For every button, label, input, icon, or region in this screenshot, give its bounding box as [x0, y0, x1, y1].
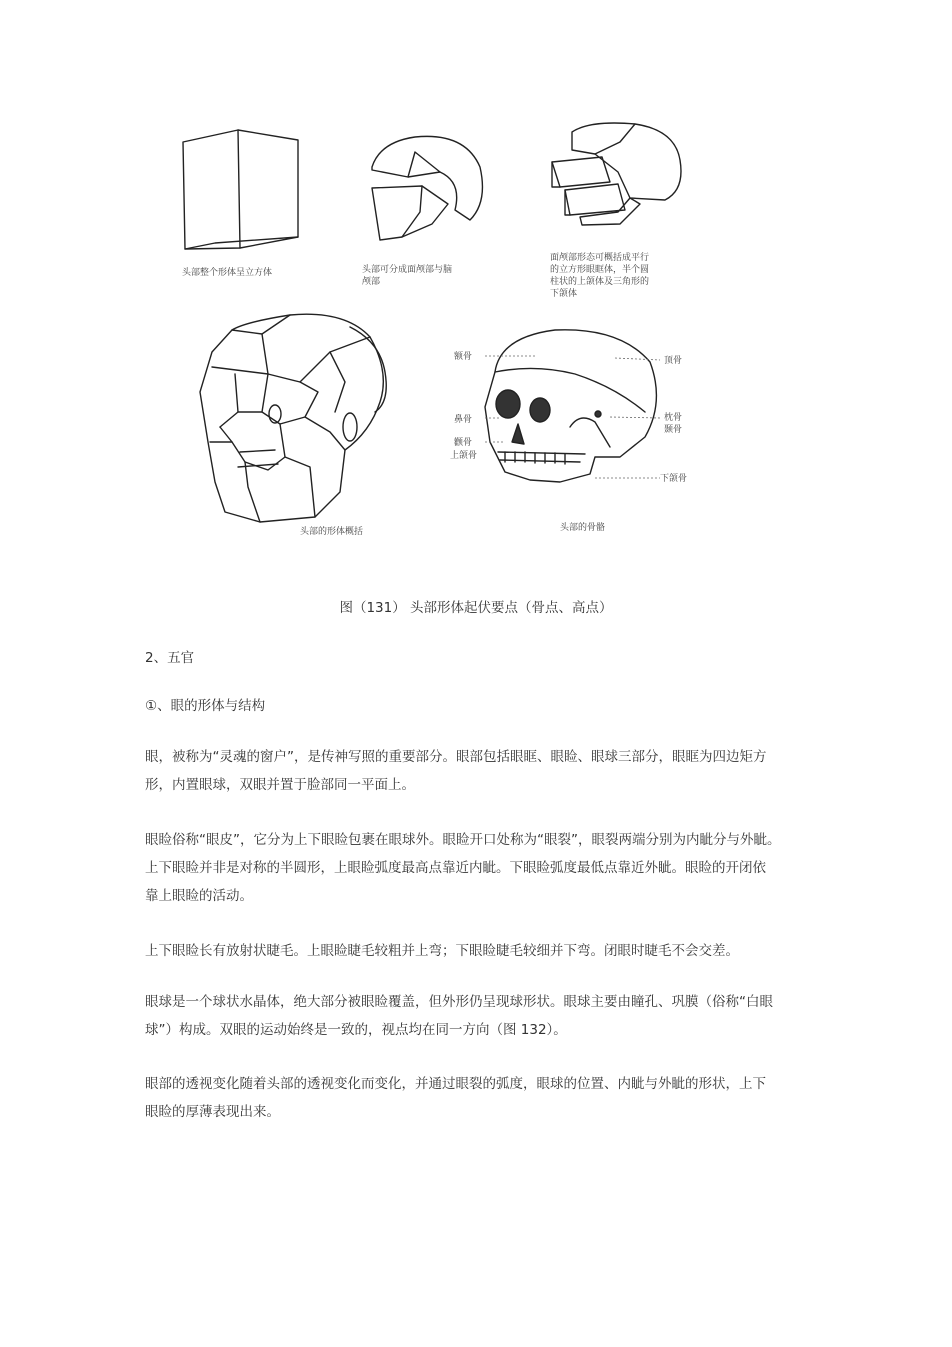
paragraph-perspective [145, 1070, 815, 1126]
section-title [145, 644, 815, 672]
paragraph-line: 球”）构成。双眼的运动始终是一致的，视点均在同一方向（图 132）。 [145, 1022, 567, 1038]
head-structure-illustration [140, 112, 720, 552]
fig-label-face-2: 的立方形眼眶体，半个圆 [550, 265, 650, 275]
paragraph-eye-intro [145, 743, 815, 799]
paragraph-line: 眼睑俗称“眼皮”，它分为上下眼睑包裹在眼球外。眼睑开口处称为“眼裂”，眼裂两端分别为内眦分与外眦。 [145, 832, 781, 848]
bone-label-temporal2: 颞骨 [664, 425, 683, 435]
fig-label-face-1: 面颅部形态可概括成平行 [550, 253, 650, 263]
fig-label-face-3: 柱状的上颌体及三角形的 [550, 277, 650, 287]
paragraph-line: 眼，被称为“灵魂的窗户”，是传神写照的重要部分。眼部包括眼眶、眼睑、眼球三部分，眼眶为四边矩方 [145, 749, 767, 765]
subsection-title [145, 692, 815, 720]
paragraph-eyelash [145, 937, 815, 965]
bone-label-nasal: 鼻骨 [454, 415, 473, 425]
fig-label-skull: 头部的骨骼 [560, 523, 606, 533]
head-structure-figure [140, 112, 720, 552]
paragraph-eyelid [145, 826, 815, 910]
fig-label-face-4: 下颌体 [550, 289, 578, 299]
bone-label-mandible: 下颌骨 [660, 474, 688, 484]
split-head-sketch [372, 136, 482, 240]
section-title-text: 2、五官 [145, 650, 195, 666]
fig-label-head-form: 头部的形体概括 [300, 527, 364, 537]
figure-caption: 图（131） 头部形体起伏要点（骨点、高点） [339, 600, 613, 616]
bone-label-frontal: 额骨 [454, 352, 473, 362]
fig-label-split-1: 头部可分成面颅部与脑 [362, 265, 453, 275]
faceted-head-sketch [200, 314, 386, 522]
subsection-title-text: ①、眼的形体与结构 [145, 698, 266, 714]
block-face-sketch [552, 123, 681, 225]
paragraph-line: 上下眼睑并非是对称的半圆形，上眼睑弧度最高点靠近内眦。下眼睑弧度最低点靠近外眦。眼睑的开闭依 [145, 860, 766, 876]
skull-sketch [485, 330, 656, 482]
paragraph-eyeball [145, 988, 815, 1044]
paragraph-line: 眼球是一个球状水晶体，绝大部分被眼睑覆盖，但外形仍呈现球形状。眼球主要由瞳孔、巩膜（俗称“白眼 [145, 994, 773, 1010]
cube-head-sketch [183, 130, 298, 249]
fig-label-cube: 头部整个形体呈立方体 [182, 268, 273, 278]
bone-label-maxilla: 上颌骨 [450, 451, 478, 461]
paragraph-line: 上下眼睑长有放射状睫毛。上眼睑睫毛较粗并上弯；下眼睑睫毛较细并下弯。闭眼时睫毛不会交差。 [145, 943, 739, 959]
paragraph-line: 眼部的透视变化随着头部的透视变化而变化，并通过眼裂的弧度，眼球的位置、内眦与外眦的形状，上下 [145, 1076, 766, 1092]
fig-label-split-2: 颅部 [362, 277, 381, 287]
paragraph-line: 靠上眼睑的活动。 [145, 888, 253, 904]
bone-label-zygomatic: 颧骨 [454, 438, 473, 448]
paragraph-line: 形，内置眼球，双眼并置于脸部同一平面上。 [145, 777, 415, 793]
bone-label-parietal: 顶骨 [664, 356, 683, 366]
bone-label-temporal: 枕骨 [664, 413, 683, 423]
paragraph-line: 眼睑的厚薄表现出来。 [145, 1104, 280, 1120]
